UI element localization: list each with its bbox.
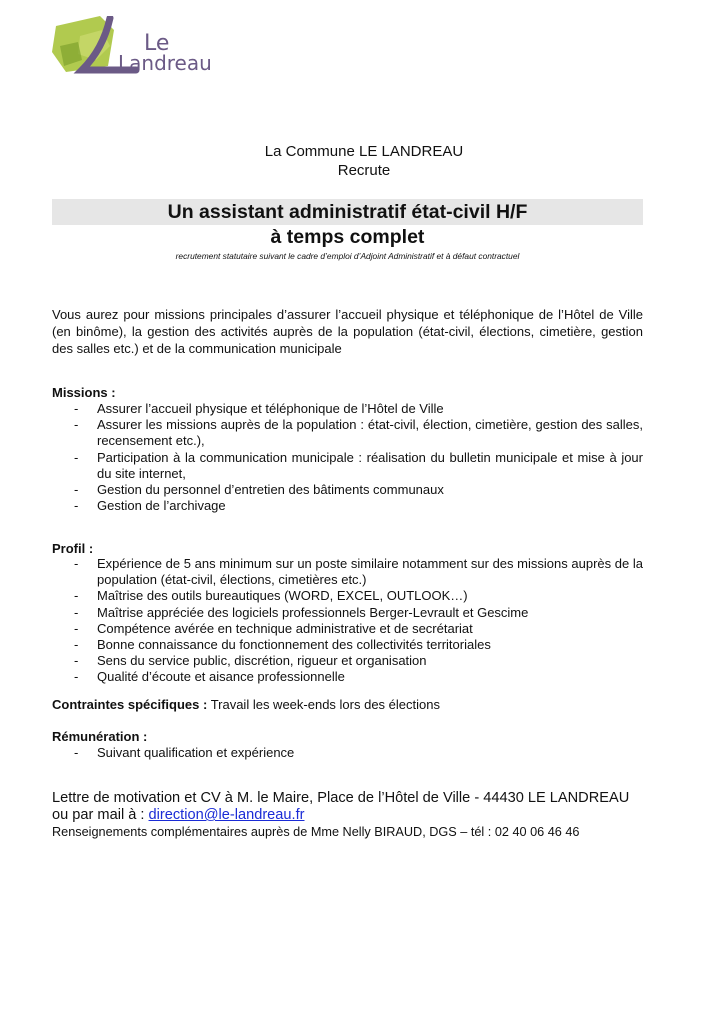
- contact-mail-line: [52, 807, 652, 824]
- logo-graphic: [52, 16, 238, 78]
- list-item: - Qualité d’écoute et aisance professionnelle: [52, 669, 643, 685]
- job-title: [52, 199, 643, 250]
- list-item: - Suivant qualification et expérience: [52, 745, 643, 761]
- list-item: - Bonne connaissance du fonctionnement des collectivités territoriales: [52, 637, 643, 653]
- list-item: - Gestion du personnel d’entretien des bâtiments communaux: [52, 482, 643, 498]
- contact-mail-prefix: ou par mail à :: [52, 807, 149, 823]
- list-item: - Maîtrise appréciée des logiciels professionnels Berger-Levrault et Gescime: [52, 605, 643, 621]
- job-title-line1: Un assistant administratif état-civil H/F: [52, 199, 643, 225]
- list-item: - Participation à la communication municipale : réalisation du bulletin municipale et mise à jour du site internet,: [52, 450, 643, 482]
- list-item: - Assurer l’accueil physique et téléphonique de l’Hôtel de Ville: [52, 401, 643, 417]
- logo: [52, 16, 238, 78]
- profil-list: [52, 556, 643, 686]
- logo-text-le: Le: [144, 31, 170, 56]
- logo-text-landreau: Landreau: [118, 51, 212, 75]
- job-subtitle: recrutement statutaire suivant le cadre d’emploi d’Adjoint Administratif et à défaut contractuel: [175, 251, 520, 261]
- intro-paragraph: Vous aurez pour missions principales d’assurer l’accueil physique et téléphonique de l’Hôtel de Ville (en binôme), la gestion des activités auprès de la population (état-civil, élections, cimetière, gestion des salles etc.) et de la communication municipale: [52, 307, 643, 356]
- contraintes: [52, 696, 440, 713]
- remuneration-list: [52, 745, 643, 761]
- contraintes-label: Contraintes spécifiques :: [52, 697, 208, 712]
- profil-title: Profil :: [52, 541, 94, 556]
- contact-info: Renseignements complémentaires auprès de Mme Nelly BIRAUD, DGS – tél : 02 40 06 46 46: [52, 825, 580, 839]
- list-item: - Maîtrise des outils bureautiques (WORD, EXCEL, OUTLOOK…): [52, 588, 643, 604]
- email-link[interactable]: direction@le-landreau.fr: [148, 807, 305, 823]
- job-title-line2: à temps complet: [270, 226, 425, 248]
- list-item: - Compétence avérée en technique administrative et de secrétariat: [52, 621, 643, 637]
- list-item: - Assurer les missions auprès de la population : état-civil, élection, cimetière, gestion des salles, recensement etc.),: [52, 417, 643, 449]
- missions-title: Missions :: [52, 385, 116, 400]
- list-item: - Expérience de 5 ans minimum sur un poste similaire notamment sur des missions auprès de la population (état-civil, élections, cimetières etc.): [52, 556, 643, 588]
- header: [0, 142, 728, 180]
- contraintes-text: Travail les week-ends lors des élections: [207, 697, 440, 712]
- missions-list: [52, 401, 643, 514]
- contact-address: Lettre de motivation et CV à M. le Maire, Place de l’Hôtel de Ville - 44430 LE LANDREAU: [52, 790, 630, 806]
- remuneration-title: Rémunération :: [52, 729, 148, 744]
- contact-block: [52, 790, 652, 841]
- header-recrute: Recrute: [337, 162, 391, 179]
- header-org: La Commune LE LANDREAU: [264, 143, 464, 160]
- list-item: - Gestion de l’archivage: [52, 498, 643, 514]
- list-item: - Sens du service public, discrétion, rigueur et organisation: [52, 653, 643, 669]
